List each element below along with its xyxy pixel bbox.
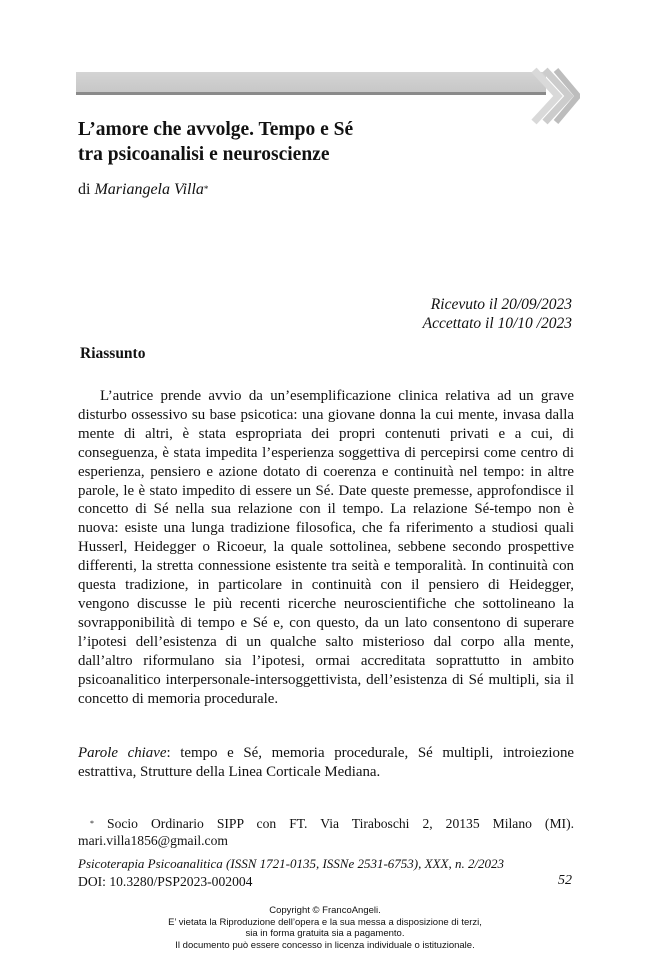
submission-dates	[423, 295, 572, 333]
abstract-text: L’autrice prende avvio da un’esemplificazione clinica relativa ad un grave disturbo ossessivo su base psicotica: una giovane donna la cui mente, invasa dalla mente di altri, è stata espropriata dei propri contenuti privati e a cui, di conseguenza, è stata impedita l’esperienza soggettiva di percepirsi come centro di esperienza, pensiero e azione dotato di coerenza e continuità nel tempo: in altre parole, le è stato impedito di essere un Sé. Date queste premesse, approfondisce il concetto di Sé nella sua relazione con il tempo. La relazione Sé-tempo non è nuova: esiste una lunga tradizione filosofica, che fa riferimento a studiosi quali Husserl, Heidegger o Ricoeur, la quale sottolinea, sebbene secondo prospettive differenti, la stretta connessione esistente tra seità e temporalità. In continuità con questa tradizione, in particolare in continuità con il pensiero di Heidegger, vengono discusse le più recenti ricerche neuroscientifiche che sottolineano la sovrapponibilità di tempo e Sé e, con questo, da un lato consentono di superare l’ipotesi dell’esistenza di un qualche salto misterioso dal corpo alla mente, dall’altro riformulano sia l’ipotesi, ormai accreditata soprattutto in ambito psicoanalitico interpersonale-intersoggettivista, dell’esistenza di Sé multipli, sia il concetto di memoria procedurale.	[78, 388, 574, 707]
journal-citation: Psicoterapia Psicoanalitica (ISSN 1721-0135, ISSNe 2531-6753), XXX, n. 2/2023	[78, 856, 505, 871]
doi: DOI: 10.3280/PSP2023-002004	[78, 874, 253, 889]
keywords-text: : tempo e Sé, memoria procedurale, Sé multipli, introiezione estrattiva, Strutture della Linea Corticale Mediana.	[78, 745, 574, 780]
copyright-line-4: Il documento può essere concesso in licenza individuale o istituzionale.	[175, 939, 475, 951]
title-line-1: L’amore che avvolge. Tempo e Sé	[78, 119, 354, 140]
abstract-heading: Riassunto	[80, 345, 146, 362]
header-banner	[76, 72, 546, 94]
accepted-date: Accettato il 10/10 /2023	[422, 315, 572, 332]
received-date: Ricevuto il 20/09/2023	[430, 296, 572, 313]
author-name: Mariangela Villa	[94, 181, 204, 198]
chevron-arrows-icon	[528, 66, 580, 126]
footnote-mark: *	[90, 819, 94, 828]
copyright-line-1: Copyright © FrancoAngeli.	[269, 905, 381, 916]
author-footnote	[78, 815, 574, 849]
copyright-notice	[0, 905, 650, 951]
copyright-line-3: sia in forma gratuita sia a pagamento.	[245, 928, 405, 939]
page-number: 52	[558, 873, 572, 888]
keywords	[78, 744, 574, 782]
author-prefix: di	[78, 181, 95, 198]
copyright-line-2: E’ vietata la Riproduzione dell’opera e la sua messa a disposizione di terzi,	[168, 916, 482, 928]
keywords-label: Parole chiave	[78, 745, 167, 761]
header-banner-rule	[76, 92, 546, 95]
footnote-text: Socio Ordinario SIPP con FT. Via Tiraboschi 2, 20135 Milano (MI). mari.villa1856@gmail.com	[78, 816, 574, 848]
article-title	[78, 117, 498, 167]
title-line-2: tra psicoanalisi e neuroscienze	[78, 144, 330, 165]
author-footnote-mark: *	[203, 184, 209, 194]
author-line	[78, 180, 208, 200]
